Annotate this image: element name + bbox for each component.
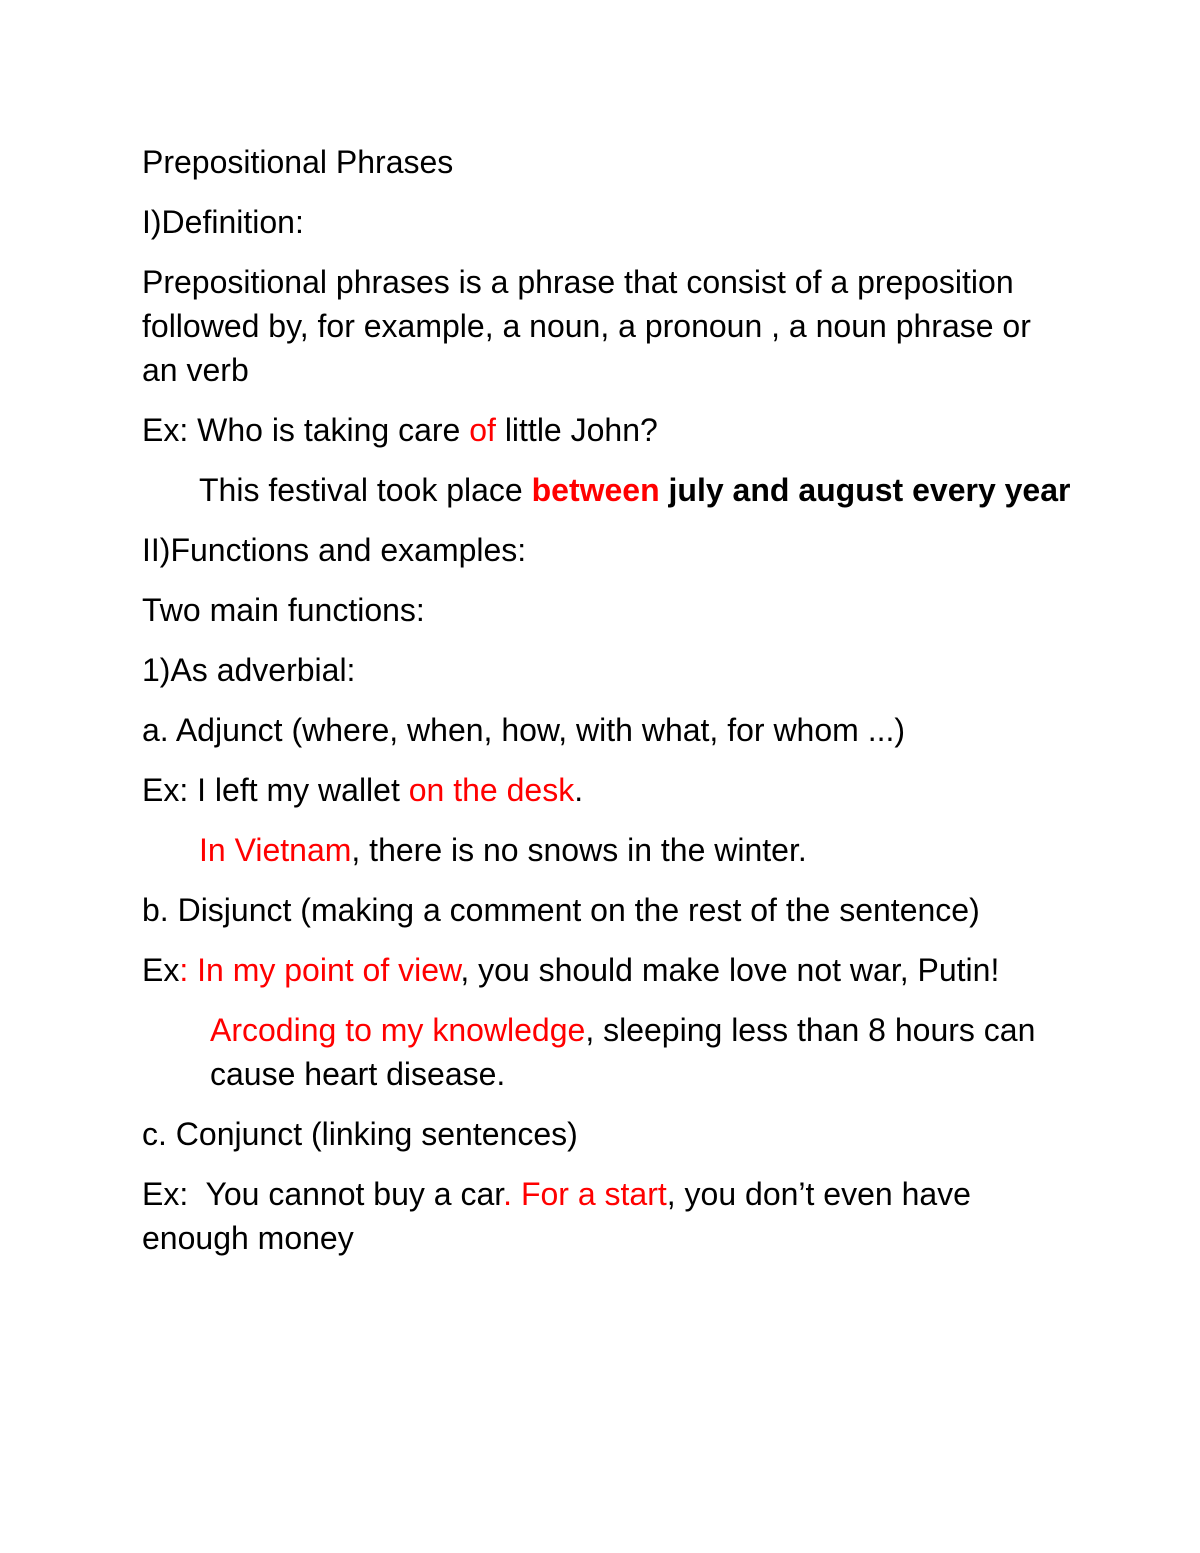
example-line-5 <box>142 948 1072 992</box>
example-text: , sleeping less than 8 hours can cause heart disease. <box>210 1012 1045 1092</box>
example-text: little John? <box>495 412 658 448</box>
highlighted-phrase: on the desk <box>408 772 575 808</box>
highlighted-phrase: In Vietnam <box>199 832 352 868</box>
conjunct-heading: c. Conjunct (linking sentences) <box>142 1116 578 1152</box>
definition-paragraph: Prepositional phrases is a phrase that consist of a preposition followed by, for example, a noun, a pronoun , a noun phrase or an verb <box>142 264 1040 388</box>
example-text: Ex: Who is taking care <box>142 412 470 448</box>
document-title: Prepositional Phrases <box>142 144 454 180</box>
bold-object: july and august every year <box>659 472 1071 508</box>
disjunct-heading: b. Disjunct (making a comment on the rest of the sentence) <box>142 892 980 928</box>
example-text: , you don’t even have enough money <box>142 1176 980 1256</box>
example-text: Ex <box>142 952 180 988</box>
example-text: Ex: You cannot buy a car <box>142 1176 504 1212</box>
example-text: Ex: I left my wallet <box>142 772 409 808</box>
example-line-6 <box>142 1008 1072 1096</box>
highlighted-phrase: Arcoding to my knowledge <box>210 1012 586 1048</box>
example-line-1 <box>142 408 1072 452</box>
example-line-3 <box>142 768 1072 812</box>
example-line-7 <box>142 1172 1072 1260</box>
example-line-4 <box>142 828 1072 872</box>
document-body <box>142 140 1072 1276</box>
example-line-2 <box>142 468 1072 512</box>
highlighted-preposition: between <box>531 472 660 508</box>
section-heading-definition: I)Definition: <box>142 204 304 240</box>
highlighted-phrase: . For a start <box>503 1176 667 1212</box>
example-text: , there is no snows in the winter. <box>351 832 807 868</box>
highlighted-phrase: : In my point of view <box>179 952 461 988</box>
section-heading-functions: II)Functions and examples: <box>142 532 527 568</box>
example-text: , you should make love not war, Putin! <box>460 952 1000 988</box>
subheading-adverbial: 1)As adverbial: <box>142 652 356 688</box>
adjunct-heading: a. Adjunct (where, when, how, with what, for whom ...) <box>142 712 906 748</box>
example-text: . <box>574 772 584 808</box>
highlighted-preposition: of <box>469 412 496 448</box>
example-text: This festival took place <box>199 472 532 508</box>
two-main-functions: Two main functions: <box>142 592 425 628</box>
